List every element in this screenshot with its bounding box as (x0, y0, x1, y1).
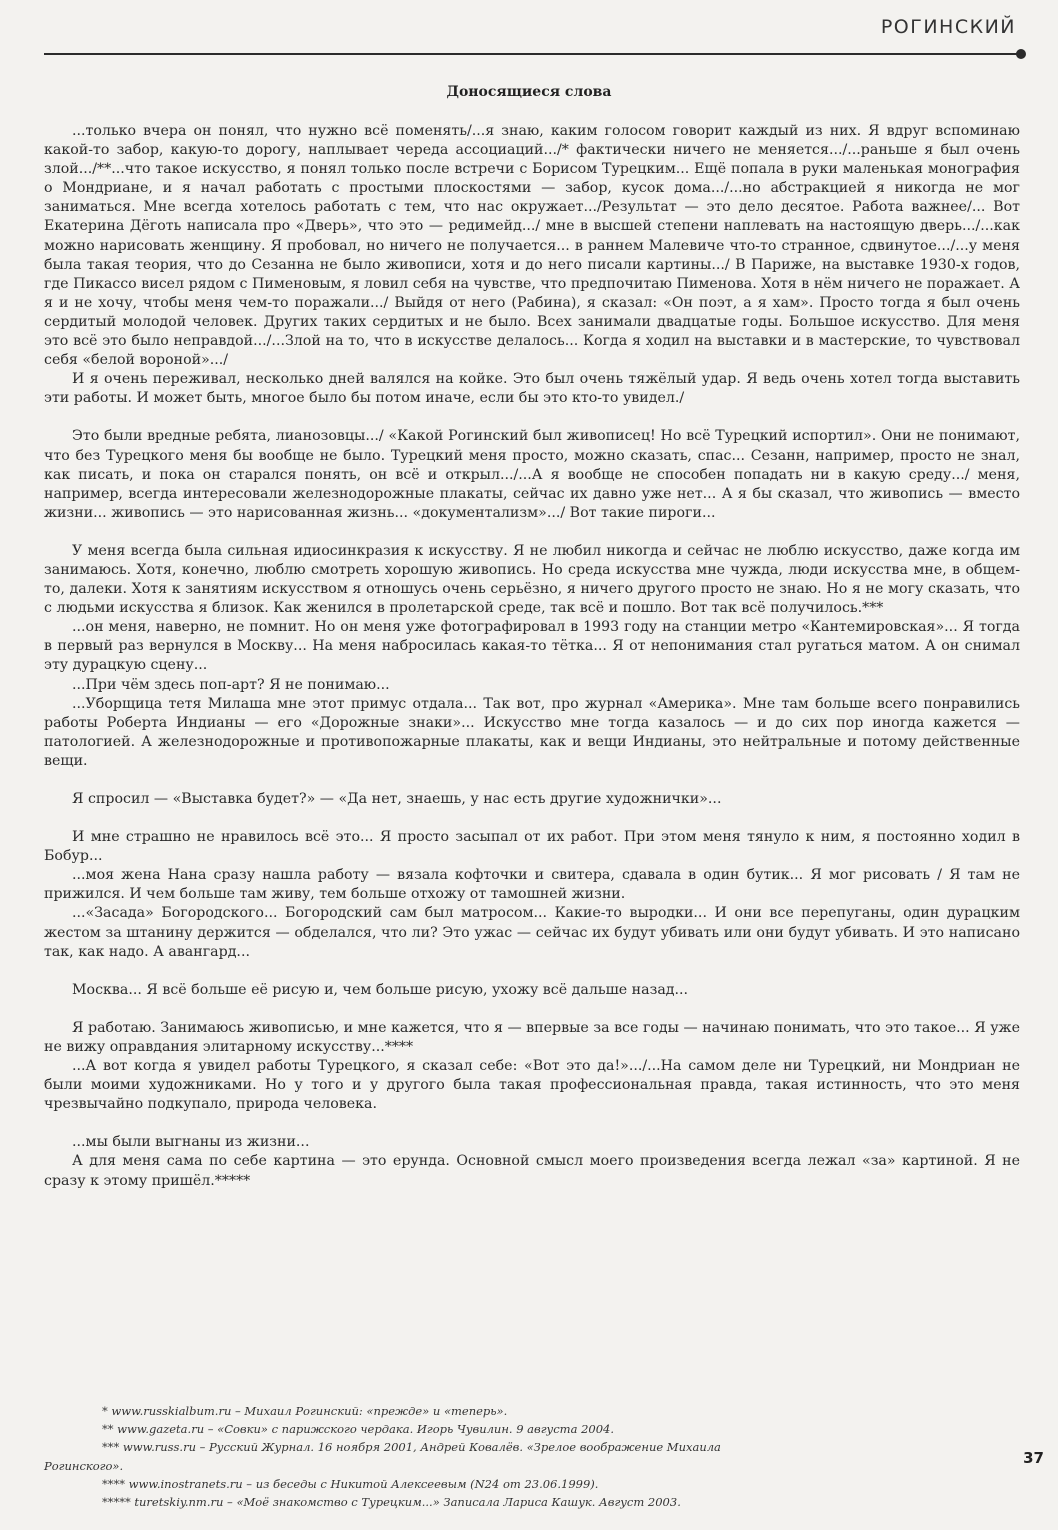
paragraph: И мне страшно не нравилось всё это... Я просто засыпал от их работ. При этом меня тянуло к ним, я постоянно ходил в Бобур... (44, 829, 1020, 865)
section-title: Доносящиеся слова (446, 84, 612, 100)
footnotes (44, 1402, 744, 1511)
paragraph: Это были вредные ребята, лианозовцы.../ «Какой Рогинский был живописец! Но всё Турецкий испортил». Они не понимают, что без Турецкого меня бы вообще не было. Турецкий меня просто, можно сказать, спас... Сезанн, например, просто не знал, как писать, и пока он старался понять, он всё и открыл.../...А я вообще не способен попадать ни в какую среду.../ меня, например, всегда интересовали железнодорожные плакаты, сейчас их давно уже нет... А я бы сказал, что живопись — вместо жизни... живопись — это нарисованная жизнь... «документализм».../ Вот такие пироги... (44, 428, 1020, 521)
footnote-4: **** www.inostranets.ru – из беседы с Никитой Алексеевым (N24 от 23.06.1999). (102, 1476, 599, 1491)
paragraph: ...только вчера он понял, что нужно всё поменять/...я знаю, каким голосом говорит каждый из них. Я вдруг вспоминаю какой-то забор, какую-то дорогу, наплывает череда ассоциаций.../* фактически ничего не меняется.../...раньше я был очень злой.../**...что такое искусство, я понял только после встречи с Борисом Турецким... Ещё попала в руки маленькая монография о Мондриане, и я начал работать с простыми плоскостями — забор, кусок дома.../...но абстракцией я никогда не мог заниматься. Мне всегда хотелось работать с тем, что нас окружает.../Результат — это дело десятое. Работа важнее/... Вот Екатерина Дёготь написала про «Дверь», что это — редимейд.../ мне в высшей степени наплевать на настоящую дверь.../...как можно нарисовать женщину. Я пробовал, но ничего не получается... в раннем Малевиче что-то странное, сдвинутое.../...у меня была такая теория, что до Сезанна не было живописи, хотя и до него писали картины.../ В Париже, на выставке 1930-х годов, где Пикассо висел рядом с Пименовым, я ловил себя на чувстве, что предпочитаю Пименова. Хотя в нём ничего не поражает. А я и не хочу, чтобы меня чем-то поражали.../ Выйдя от него (Рабина), я сказал: «Он поэт, а я хам». Просто тогда я был очень сердитый молодой человек. Других таких сердитых и не было. Всех занимали двадцатые годы. Большое искусство. Для меня это всё это было неправдой.../...Злой на то, что в искусстве делалось... Когда я ходил на выставки и в мастерские, то чувствовал себя «белой вороной».../ (44, 123, 1020, 369)
paragraph: Москва... Я всё больше её рисую и, чем больше рисую, ухожу всё дальше назад... (72, 981, 689, 998)
footnote-3-continuation: Рогинского». (44, 1458, 124, 1473)
header-rule-dot (1016, 49, 1026, 59)
paragraph: ...моя жена Нана сразу нашла работу — вязала кофточки и свитера, сдавала в один бутик... Я мог рисовать / Я там не прижился. И чем больше там живу, тем больше отхожу от тамошней жизни. (44, 867, 1020, 903)
paragraph: ...«Засада» Богородского... Богородский сам был матросом... Какие-то выродки... И они все перепуганы, один дурацким жестом за штанину держится — обделался, что ли? Это ужас — сейчас их будут убивать или они будут убивать. И это написано так, как надо. А авангард... (44, 905, 1020, 960)
body-text (44, 122, 1020, 1191)
footnote-5: ***** turetskiy.nm.ru – «Моё знакомство с Турецким...» Записала Лариса Кашук. Август 2003. (102, 1495, 681, 1510)
paragraph: И я очень переживал, несколько дней валялся на койке. Это был очень тяжёлый удар. Я ведь очень хотел тогда выставить эти работы. И может быть, многое было бы потом иначе, если бы это кто-то увидел./ (44, 371, 1020, 407)
paragraph: Я спросил — «Выставка будет?» — «Да нет, знаешь, у нас есть другие художнички»... (72, 791, 722, 807)
paragraph: ...мы были выгнаны из жизни... (72, 1134, 310, 1151)
paragraph: А для меня сама по себе картина — это ерунда. Основной смысл моего произведения всегда лежал «за» картиной. Я не сразу к этому пришёл.***** (44, 1153, 1020, 1189)
paragraph: ...он меня, наверно, не помнит. Но он меня уже фотографировал в 1993 году на станции метро «Кантемировская»... Я тогда в первый раз вернулся в Москву... На меня набросилась какая-то тётка... Я от непонимания стал ругаться матом. А он снимал эту дурацкую сцену... (44, 619, 1020, 674)
paragraph: ...При чём здесь поп-арт? Я не понимаю... (72, 676, 390, 693)
page-number: 37 (1023, 1449, 1044, 1467)
footnote-2: ** www.gazeta.ru – «Совки» с парижского чердака. Игорь Чувилин. 9 августа 2004. (102, 1422, 614, 1437)
paragraph: Я работаю. Занимаюсь живописью, и мне кажется, что я — впервые за все годы — начинаю понимать, что это такое... Я уже не вижу оправдания элитарному искусству...**** (44, 1019, 1020, 1055)
paragraph: ...Уборщица тетя Милаша мне этот примус отдала... Так вот, про журнал «Америка». Мне там больше всего понравились работы Роберта Индианы — его «Дорожные знаки»... Искусство мне тогда казалось — и до сих пор иногда кажется — патологией. А железнодорожные и противопожарные плакаты, как и вещи Индианы, это нейтральные и потому действенные вещи. (44, 695, 1020, 769)
footnote-3: *** www.russ.ru – Русский Журнал. 16 ноября 2001, Андрей Ковалёв. «Зрелое воображение Михаила (102, 1440, 721, 1455)
footnote-1: * www.russkialbum.ru – Михаил Рогинский: «прежде» и «теперь». (102, 1404, 508, 1418)
running-header-title: РОГИНСКИЙ (880, 16, 1016, 38)
paragraph: У меня всегда была сильная идиосинкразия к искусству. Я не любил никогда и сейчас не люблю искусство, даже когда им занимаюсь. Хотя, конечно, люблю смотреть хорошую живопись. Но среда искусства мне чужда, люди искусства мне, в общем-то, далеки. Хотя к занятиям искусством я отношусь очень серьёзно, я ничего другого просто не знаю. Но я не могу сказать, что с людьми искусства я близок. Как женился в пролетарской среде, так всё и пошло. Вот так всё получилось.*** (44, 542, 1020, 617)
header-rule (44, 53, 1020, 55)
paragraph: ...А вот когда я увидел работы Турецкого, я сказал себе: «Вот это да!».../...На самом деле ни Турецкий, ни Мондриан не были моими художниками. Но у того и у другого была такая профессиональная правда, такая истинность, что это меня чрезвычайно подкупало, природа человека. (44, 1058, 1020, 1113)
